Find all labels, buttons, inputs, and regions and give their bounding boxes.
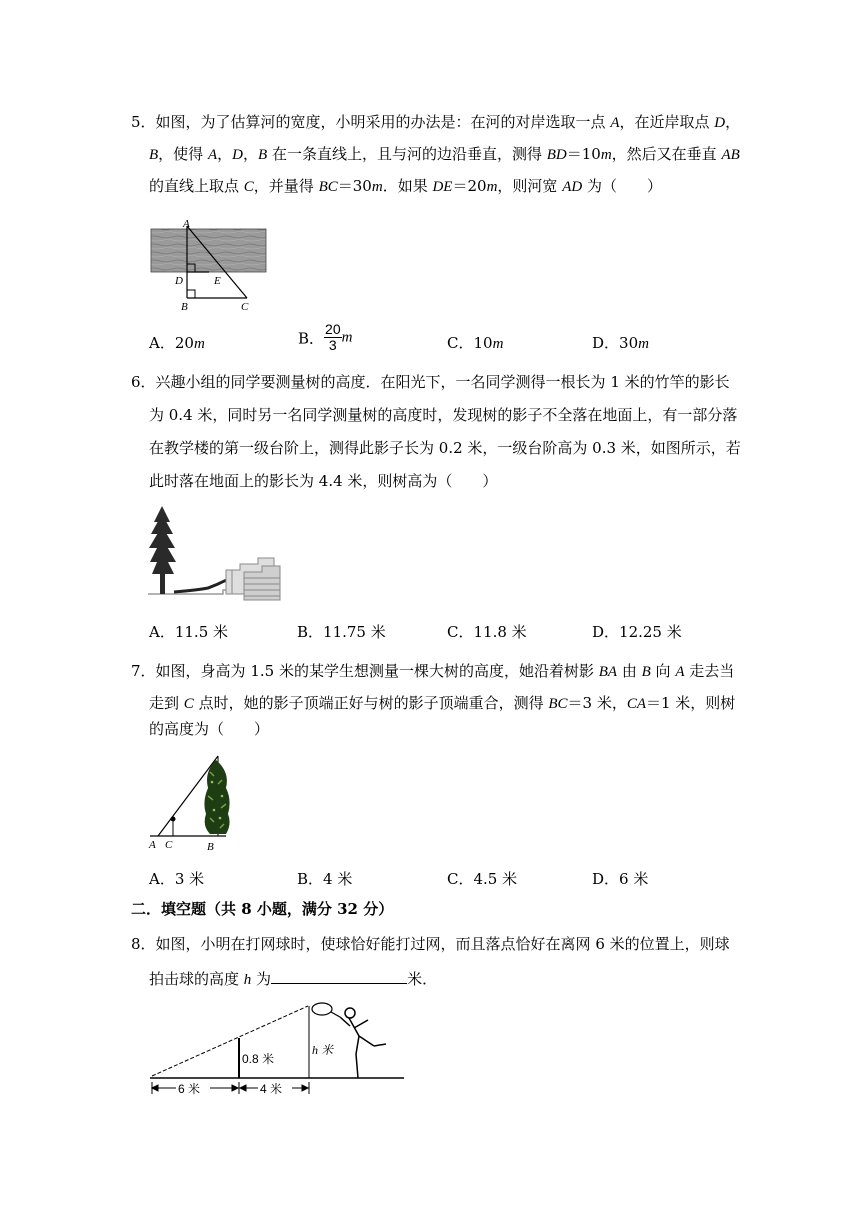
dist-6m-label: 6 米 — [178, 1082, 201, 1096]
q6-line-4: 此时落在地面上的影长为 4.4 米，则树高为（ ） — [149, 472, 498, 490]
label-e: E — [214, 275, 221, 287]
label-b: B — [207, 841, 214, 852]
net-height-label: 0.8 米 — [242, 1052, 275, 1066]
q6-option-b[interactable]: B．11.75 米 — [297, 623, 386, 641]
q7-option-c[interactable]: C．4.5 米 — [447, 870, 518, 888]
fraction-20-3: $\frac{20}{3}$ — [325, 321, 341, 354]
player-icon — [340, 1008, 386, 1078]
q7-option-a[interactable]: A．3 米 — [149, 870, 205, 888]
q8-line-2: 拍击球的高度 h 为 米． — [149, 970, 438, 988]
q6-line-2: 为 0.4 米，同时另一名同学测量树的高度时，发现树的影子不全落在地面上，有一部分落 — [149, 406, 738, 424]
label-c: C — [241, 301, 249, 313]
q5-option-a[interactable]: A．20m — [149, 334, 205, 352]
ball-path — [152, 1006, 308, 1076]
section-title: 二．填空题（共 8 小题，满分 32 分） — [131, 900, 394, 918]
q5-line-1: 5．如图，为了估算河的宽度，小明采用的办法是：在河的对岸选取一点 A，在近岸取点 D， — [131, 113, 741, 131]
h-label: h 米 — [312, 1043, 334, 1057]
q6-option-a[interactable]: A．11.5 米 — [149, 623, 228, 641]
q7-line-2: 走到 C 点时，她的影子顶端正好与树的影子顶端重合，测得 BC＝3 米，CA＝1 米，则树 — [149, 694, 736, 712]
q8-line-1: 8．如图，小明在打网球时，使球恰好能打过网，而且落点恰好在离网 6 米的位置上，则球 — [131, 935, 730, 953]
river-band — [151, 229, 266, 272]
dist-4m-label: 4 米 — [260, 1082, 283, 1096]
q7-option-d[interactable]: D．6 米 — [592, 870, 649, 888]
tree-icon — [204, 760, 229, 834]
q6-option-c[interactable]: C．11.8 米 — [447, 623, 527, 641]
label-d: D — [175, 275, 183, 287]
tree-stairs-figure — [148, 498, 284, 608]
student-icon — [171, 817, 175, 836]
tennis-figure — [146, 1000, 408, 1102]
q5-option-b[interactable]: B． $\frac{20}{3}$ m — [298, 321, 353, 354]
answer-blank[interactable] — [271, 969, 407, 984]
q7-line-1: 7．如图，身高为 1.5 米的某学生想测量一棵大树的高度，她沿着树影 BA 由 B 向 A 走去当 — [131, 662, 735, 680]
q6-option-d[interactable]: D．12.25 米 — [592, 623, 682, 641]
q7-option-b[interactable]: B．4 米 — [297, 870, 353, 888]
river-figure — [148, 218, 268, 314]
label-a: A — [149, 839, 156, 851]
right-angle-b — [187, 290, 195, 298]
q6-line-1: 6．兴趣小组的同学要测量树的高度．在阳光下，一名同学测得一根长为 1 米的竹竿的影长 — [131, 373, 730, 391]
tree-shadow-figure — [146, 752, 236, 852]
racket-icon — [312, 1003, 332, 1015]
q5-line-2: B，使得 A，D，B 在一条直线上，且与河的边沿垂直，测得 BD＝10m，然后又在垂直 AB — [149, 145, 740, 163]
label-a: A — [183, 218, 190, 230]
q5-line-3: 的直线上取点 C，并量得 BC＝30m．如果 DE＝20m，则河宽 AD 为（ ） — [149, 177, 662, 195]
q5-option-c[interactable]: C．10m — [447, 334, 504, 352]
label-b: B — [181, 301, 188, 313]
q5-option-d[interactable]: D．30m — [592, 334, 649, 352]
q7-line-3: 的高度为（ ） — [149, 720, 270, 738]
q6-line-3: 在教学楼的第一级台阶上，测得此影子长为 0.2 米，一级台阶高为 0.3 米，如图所示，若 — [149, 439, 741, 457]
label-c: C — [165, 839, 173, 851]
